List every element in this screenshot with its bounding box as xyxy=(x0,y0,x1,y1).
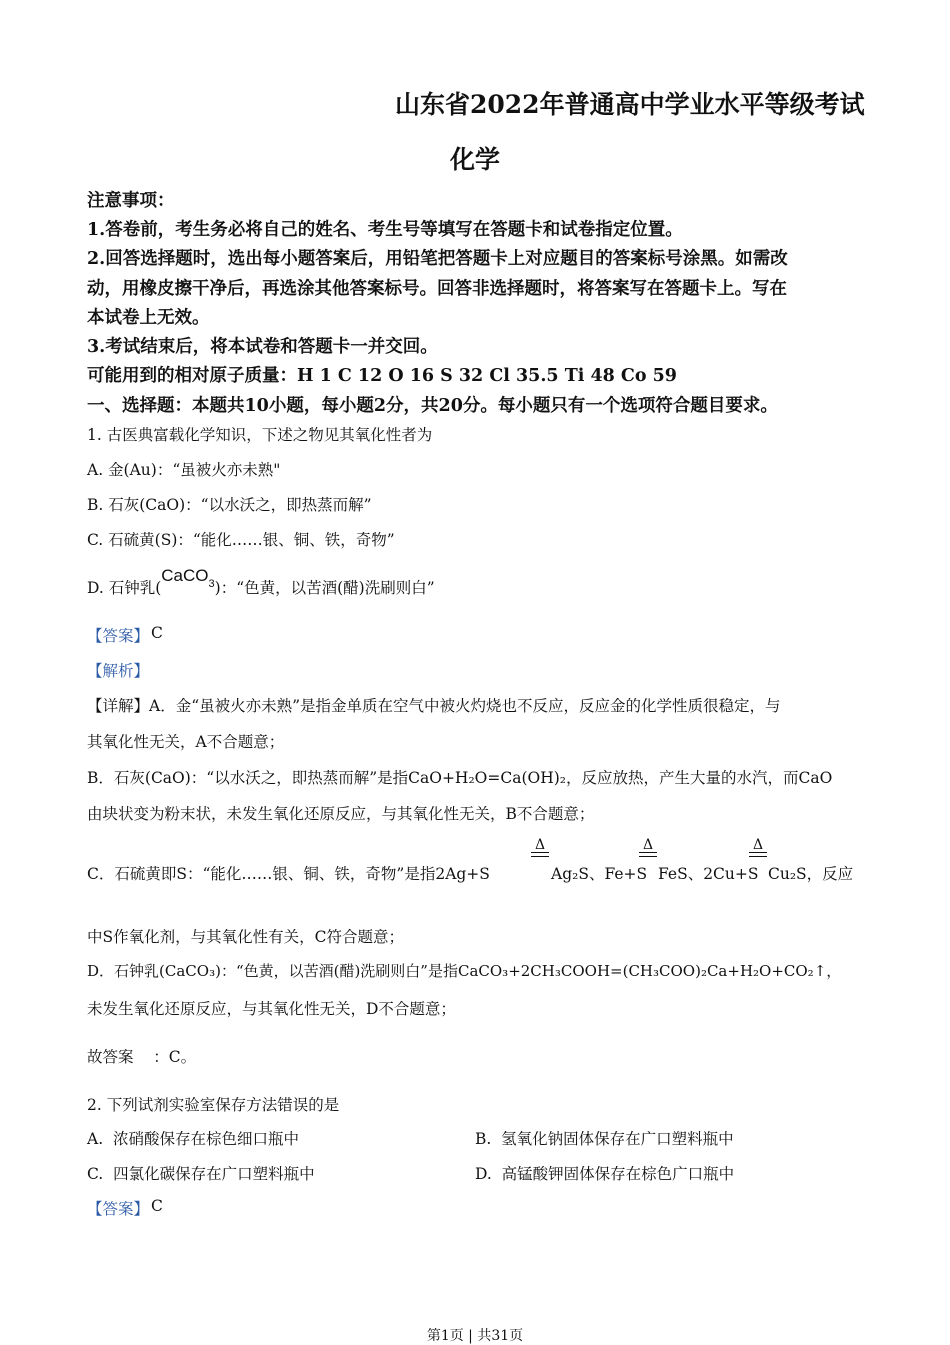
q2-option-c: C. 四氯化碳保存在广口塑料瓶中 xyxy=(87,1165,315,1183)
q1-answer-label: 【答案】 xyxy=(87,627,150,645)
q1-stem: 1. 古医典富载化学知识，下述之物见其氧化性者为 xyxy=(87,426,433,444)
notes-heading: 注意事项： xyxy=(87,191,175,211)
q1-detail-b-line-1: B．石灰(CaO)：“以水沃之，即热蒸而解”是指CaO+H₂O=Ca(OH)₂，反应放热，产生大量的水汽，而CaO xyxy=(87,769,833,787)
q1-detail-a-line-1 xyxy=(87,694,781,716)
exam-title: 山东省2022年普通高中学业水平等级考试 xyxy=(395,90,865,119)
q2-stem: 2. 下列试剂实验室保存方法错误的是 xyxy=(87,1096,340,1114)
section-1-heading: 一、选择题：本题共10小题，每小题2分，共20分。每小题只有一个选项符合题目要求。 xyxy=(87,396,778,416)
delta-symbol: Δ xyxy=(752,837,764,853)
q1-detail-c-part-2: Ag₂S、Fe+S xyxy=(551,865,648,883)
q2-option-d: D. 高锰酸钾固体保存在棕色广口瓶中 xyxy=(475,1165,735,1183)
q1-option-d-formula: CaCO xyxy=(161,566,209,585)
q2-answer-value: C xyxy=(151,1197,163,1215)
delta-symbol: Δ xyxy=(534,837,546,853)
q1-answer-value: C xyxy=(151,624,163,642)
q1-detail-a-text: A．金“虽被火亦未熟”是指金单质在空气中被火灼烧也不反应，反应金的化学性质很稳定，与 xyxy=(149,697,781,715)
q1-option-b: B. 石灰(CaO)：“以水沃之，即热蒸而解” xyxy=(87,496,372,514)
subject-title: 化学 xyxy=(450,145,501,174)
q1-analysis-label: 【解析】 xyxy=(87,662,150,680)
heat-reaction-arrow xyxy=(747,838,769,857)
heat-reaction-arrow xyxy=(529,838,551,857)
q1-detail-b-line-2: 由块状变为粉末状，未发生氧化还原反应，与其氧化性无关，B不合题意； xyxy=(87,805,595,823)
q1-option-d xyxy=(87,566,435,598)
q1-detail-c-part-1: C．石硫黄即S：“能化……银、铜、铁，奇物”是指2Ag+S xyxy=(87,865,490,883)
q1-option-d-formula-sub: 3 xyxy=(208,578,215,590)
q1-option-c: C. 石硫黄(S)：“能化……银、铜、铁，奇物” xyxy=(87,531,395,549)
atomic-mass-line: 可能用到的相对原子质量：H 1 C 12 O 16 S 32 Cl 35.5 Ti 48 Co 59 xyxy=(87,366,677,386)
q1-detail-c-part-3: FeS、2Cu+S xyxy=(658,865,759,883)
q2-option-a: A. 浓硝酸保存在棕色细口瓶中 xyxy=(87,1130,299,1148)
q1-option-d-suffix: )：“色黄，以苦酒(醋)洗刷则白” xyxy=(214,579,435,597)
q1-conclusion: 故答案 ：C。 xyxy=(87,1048,197,1066)
q1-option-d-prefix: D. 石钟乳( xyxy=(87,579,162,597)
q1-detail-label: 【详解】 xyxy=(87,697,150,715)
notes-item-2-line-2: 动，用橡皮擦干净后，再选涂其他答案标号。回答非选择题时，将答案写在答题卡上。写在 xyxy=(87,279,787,299)
q1-detail-d-line-2: 未发生氧化还原反应，与其氧化性无关，D不合题意； xyxy=(87,1000,456,1018)
heat-reaction-arrow xyxy=(637,838,659,857)
q1-detail-c-part-4: Cu₂S，反应 xyxy=(768,865,854,883)
notes-item-2-line-3: 本试卷上无效。 xyxy=(87,308,210,328)
q2-option-b: B. 氢氧化钠固体保存在广口塑料瓶中 xyxy=(475,1130,734,1148)
notes-item-1: 1.答卷前，考生务必将自己的姓名、考生号等填写在答题卡和试卷指定位置。 xyxy=(87,220,683,240)
notes-item-2-line-1: 2.回答选择题时，选出每小题答案后，用铅笔把答题卡上对应题目的答案标号涂黑。如需改 xyxy=(87,249,788,269)
q2-answer-label: 【答案】 xyxy=(87,1200,150,1218)
q1-option-a: A. 金(Au)：“虽被火亦未熟" xyxy=(87,461,281,479)
page-footer: 第1页 | 共31页 xyxy=(426,1328,524,1344)
q1-detail-a-line-2: 其氧化性无关，A不合题意； xyxy=(87,733,285,751)
q1-detail-c-line-2: 中S作氧化剂，与其氧化性有关，C符合题意； xyxy=(87,928,404,946)
notes-item-3: 3.考试结束后，将本试卷和答题卡一并交回。 xyxy=(87,337,438,357)
q1-detail-d-line-1: D．石钟乳(CaCO₃)：“色黄，以苦酒(醋)洗刷则白”是指CaCO₃+2CH₃COOH=(CH₃COO)₂Ca+H₂O+CO₂↑， xyxy=(87,962,842,980)
delta-symbol: Δ xyxy=(642,837,654,853)
